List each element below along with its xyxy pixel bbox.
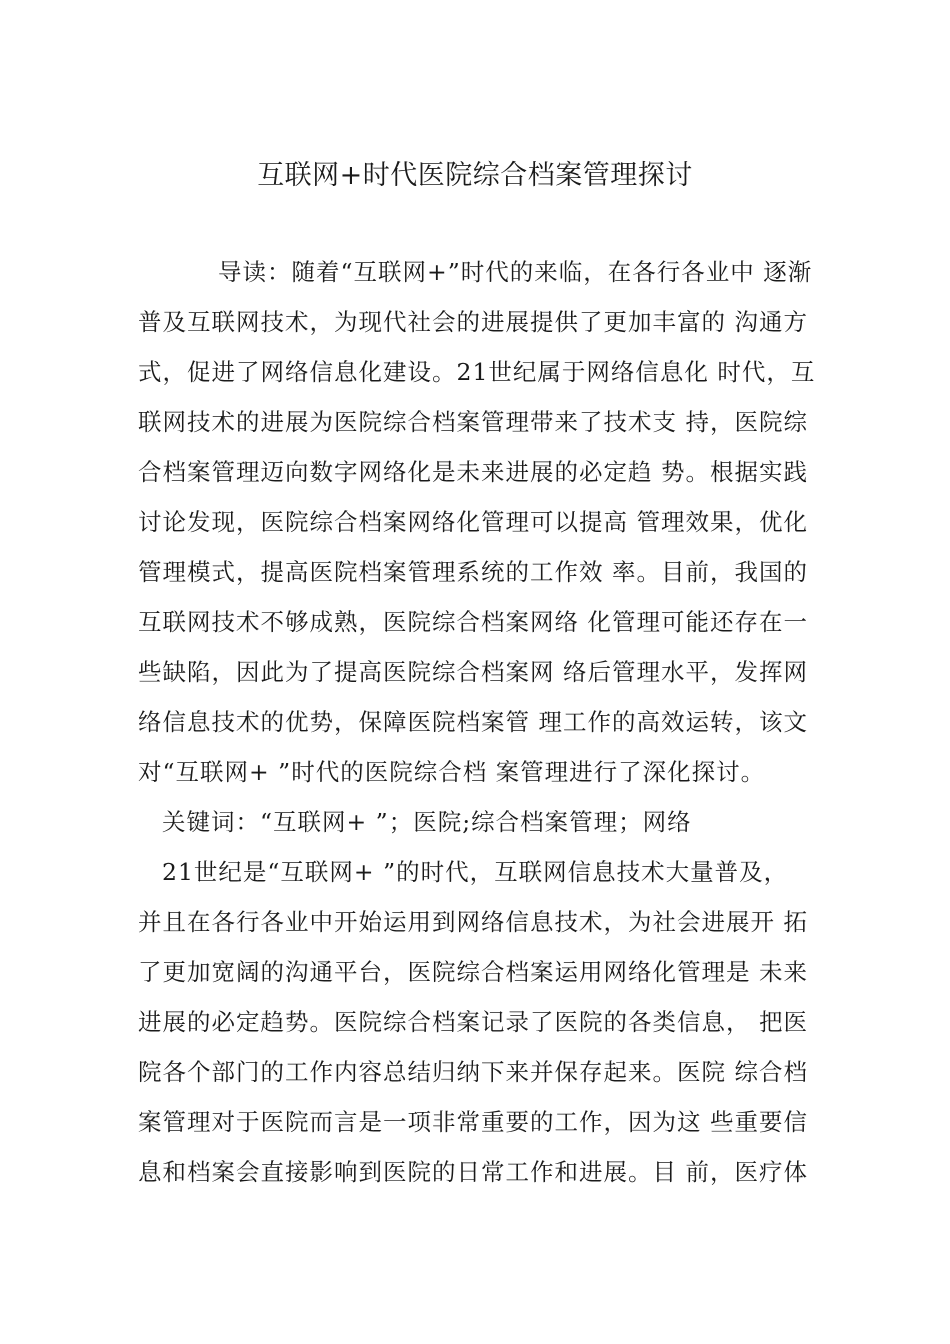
body-line: 对“互联网+ ”时代的医院综合档 案管理进行了深化探讨。 — [138, 758, 766, 786]
body-line: 并且在各行各业中开始运用到网络信息技术，为社会进展开 拓 — [138, 908, 808, 936]
body-line: 了更加宽阔的沟通平台，医院综合档案运用网络化管理是 未来 — [138, 958, 808, 986]
body-line: 管理模式，提高医院档案管理系统的工作效 率。目前，我国的 — [138, 558, 808, 586]
body-line: 式，促进了网络信息化建设。21世纪属于网络信息化 时代，互 — [138, 358, 816, 386]
body-line: 合档案管理迈向数字网络化是未来进展的必定趋 势。根据实践 — [138, 458, 808, 486]
keywords-line: 关键词：“互联网+ ”；医院;综合档案管理；网络 — [162, 808, 692, 836]
body-line: 联网技术的进展为医院综合档案管理带来了技术支 持，医院综 — [138, 408, 808, 436]
document-title: 互联网+时代医院综合档案管理探讨 — [257, 160, 693, 191]
body-line: 案管理对于医院而言是一项非常重要的工作，因为这 些重要信 — [138, 1108, 808, 1136]
body-line: 息和档案会直接影响到医院的日常工作和进展。目 前，医疗体 — [138, 1158, 808, 1186]
body-line: 讨论发现，医院综合档案网络化管理可以提高 管理效果，优化 — [138, 508, 808, 536]
body-line: 导读：随着“互联网+”时代的来临，在各行各业中 逐渐 — [218, 258, 813, 286]
body-line: 普及互联网技术，为现代社会的进展提供了更加丰富的 沟通方 — [138, 308, 808, 336]
body-line: 进展的必定趋势。医院综合档案记录了医院的各类信息， 把医 — [138, 1008, 808, 1036]
body-line: 互联网技术不够成熟，医院综合档案网络 化管理可能还存在一 — [138, 608, 808, 636]
body-line: 21世纪是“互联网+ ”的时代，互联网信息技术大量普及， — [162, 858, 789, 886]
body-line: 络信息技术的优势，保障医院档案管 理工作的高效运转，该文 — [138, 708, 808, 736]
body-line: 院各个部门的工作内容总结归纳下来并保存起来。医院 综合档 — [138, 1058, 808, 1086]
body-line: 些缺陷，因此为了提高医院综合档案网 络后管理水平，发挥网 — [138, 658, 808, 686]
